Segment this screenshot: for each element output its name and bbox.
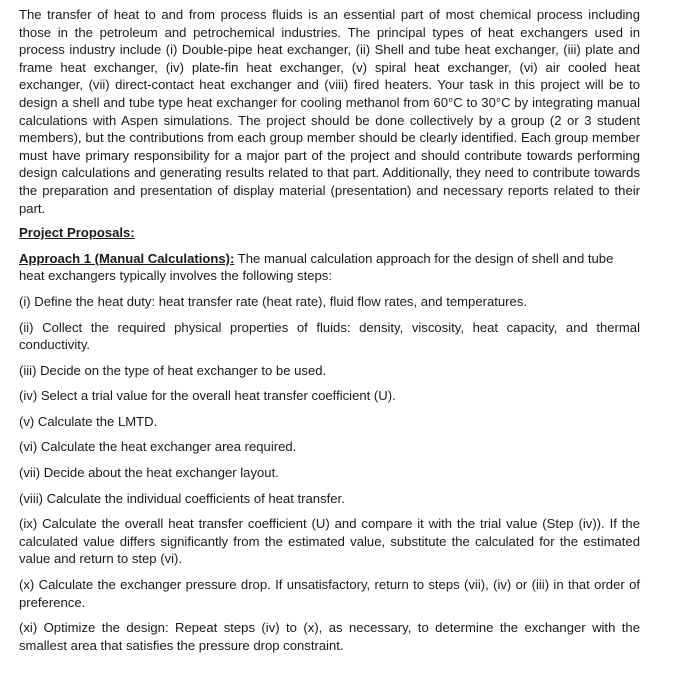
step-item: (iv) Select a trial value for the overall heat transfer coefficient (U). xyxy=(19,388,396,404)
step-item: (viii) Calculate the individual coefficients of heat transfer. xyxy=(19,490,345,506)
step-item: (v) Calculate the LMTD. xyxy=(19,413,158,429)
approach-text: The manual calculation approach for the design of shell and tube heat exchangers typically involves the following steps: xyxy=(19,250,614,284)
step-item: (xi) Optimize the design: Repeat steps (iv) to (x), as necessary, to determine the exchanger with the smallest area that satisfies the pressure drop constraint. xyxy=(19,620,640,653)
step-item: (iii) Decide on the type of heat exchanger to be used. xyxy=(19,362,327,378)
step-item: (vi) Calculate the heat exchanger area required. xyxy=(19,439,297,455)
step-item: (x) Calculate the exchanger pressure drop. If unsatisfactory, return to steps (vii), (iv) or (iii) in that order of preference. xyxy=(19,577,640,610)
intro-paragraph: The transfer of heat to and from process fluids is an essential part of most chemical process including those in the petroleum and petrochemical industries. The principal types of heat exchangers used in process industry include (i) Double-pipe heat exchanger, (ii) Shell and tube heat exchanger, (iii) plate and frame heat exchanger, (iv) plate-fin heat exchanger, (v) spiral heat exchanger, (vi) air cooled heat exchanger, (vii) direct-contact heat exchanger and (viii) fired heaters. Your task in this project will be to design a shell and tube type heat exchanger for cooling methanol from 60°C to 30°C by integrating manual calculations with Aspen simulations. The project should be done collectively by a group (2 or 3 student members), but the contributions from each group member should be clearly identified. Each group member must have primary responsibility for a major part of the project and should contribute towards performing design calculations and generating results related to that part. Additionally, they need to contribute towards the preparation and presentation of display material (presentation) and necessary reports related to their part. xyxy=(19,7,640,216)
approach-paragraph xyxy=(19,250,640,285)
step-item: (ix) Calculate the overall heat transfer coefficient (U) and compare it with the trial value (Step (iv)). If the calculated value differs significantly from the estimated value, substitute the calculated for the estimated value and return to step (vi). xyxy=(19,516,640,567)
step-item: (vii) Decide about the heat exchanger layout. xyxy=(19,465,279,481)
section-heading: Project Proposals: xyxy=(19,225,135,241)
step-item: (ii) Collect the required physical properties of fluids: density, viscosity, heat capacity, and thermal conductivity. xyxy=(19,319,640,353)
approach-label: Approach 1 (Manual Calculations): xyxy=(19,250,235,266)
step-item: (i) Define the heat duty: heat transfer rate (heat rate), fluid flow rates, and temperatures. xyxy=(19,293,528,309)
